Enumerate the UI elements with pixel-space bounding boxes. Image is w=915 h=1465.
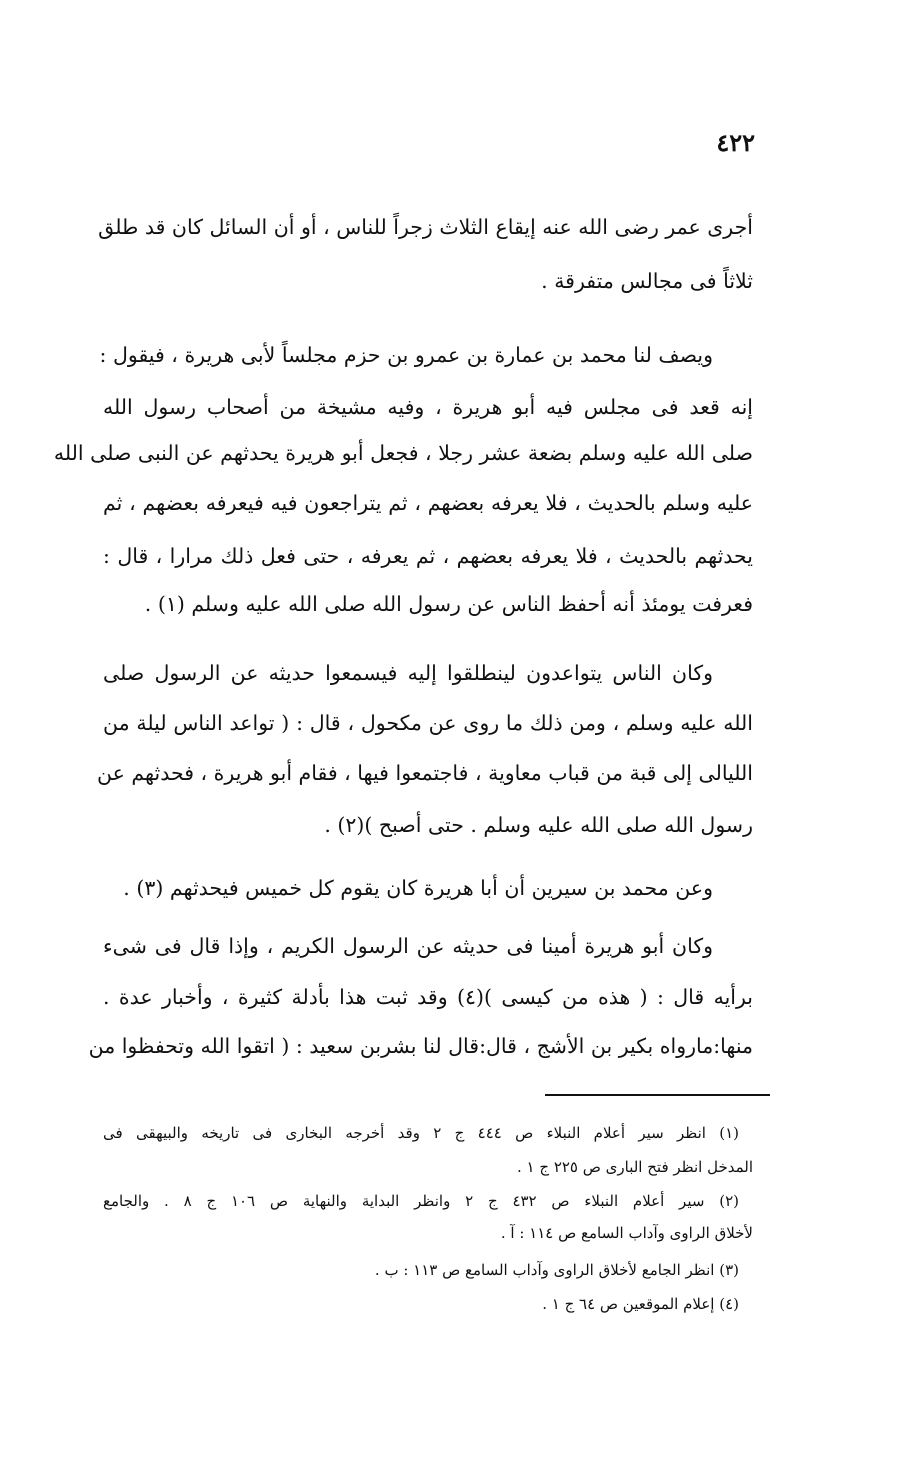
body-line: الليالى إلى قبة من قباب معاوية ، فاجتمعوا فيها ، فقام أبو هريرة ، فحدثهم عن [97,761,753,785]
body-line: برأيه قال : ( هذه من كيسى )(٤) وقد ثبت هذا بأدلة كثيرة ، وأخبار عدة . [103,985,754,1009]
body-line: ويصف لنا محمد بن عمارة بن عمرو بن حزم مجلساً لأبى هريرة ، فيقول : [99,343,713,367]
footnote-line: (٤) إعلام الموقعين ص ٦٤ ج ١ . [542,1295,739,1313]
body-line: صلى الله عليه وسلم بضعة عشر رجلا ، فجعل أبو هريرة يحدثهم عن النبى صلى الله [53,441,753,465]
body-line: ثلاثاً فى مجالس متفرقة . [541,269,753,293]
body-line: منها:مارواه بكير بن الأشج ، قال:قال لنا بشربن سعيد : ( اتقوا الله وتحفظوا من [88,1034,753,1058]
footnote-line: (١) انظر سير أعلام النبلاء ص ٤٤٤ ج ٢ وقد أخرجه البخارى فى تاريخه والبيهقى فى [103,1124,740,1142]
footnote-line: (٢) سير أعلام النبلاء ص ٤٣٢ ج ٢ وانظر البداية والنهاية ص ١٠٦ ج ٨ . والجامع [103,1192,739,1210]
body-line: الله عليه وسلم ، ومن ذلك ما روى عن مكحول ، قال : ( تواعد الناس ليلة من [103,711,753,735]
body-line: وعن محمد بن سيرين أن أبا هريرة كان يقوم كل خميس فيحدثهم (٣) . [123,876,713,900]
body-line: أجرى عمر رضى الله عنه إيقاع الثلاث زجراً للناس ، أو أن السائل كان قد طلق [98,215,753,239]
footnote-line: (٣) انظر الجامع لأخلاق الراوى وآداب السامع ص ١١٣ : ب . [374,1261,739,1279]
body-line: فعرفت يومئذ أنه أحفظ الناس عن رسول الله صلى الله عليه وسلم (١) . [144,592,753,616]
body-line: رسول الله صلى الله عليه وسلم . حتى أصبح )(٢) . [324,813,753,837]
page-number: ٤٢٢ [716,128,755,157]
footnote-line: المدخل انظر فتح البارى ص ٢٢٥ ج ١ . [516,1158,753,1176]
body-line: إنه قعد فى مجلس فيه أبو هريرة ، وفيه مشيخة من أصحاب رسول الله [103,395,753,419]
footnote-separator [545,1094,770,1096]
footnote-line: لأخلاق الراوى وآداب السامع ص ١١٤ : آ . [500,1224,753,1242]
body-line: يحدثهم بالحديث ، فلا يعرفه بعضهم ، ثم يعرفه ، حتى فعل ذلك مرارا ، قال : [103,544,753,568]
body-line: عليه وسلم بالحديث ، فلا يعرفه بعضهم ، ثم يتراجعون فيه فيعرفه بعضهم ، ثم [103,491,753,515]
body-line: وكان أبو هريرة أمينا فى حديثه عن الرسول الكريم ، وإذا قال فى شىء [103,934,713,958]
body-line: وكان الناس يتواعدون لينطلقوا إليه فيسمعوا حديثه عن الرسول صلى [103,661,713,685]
